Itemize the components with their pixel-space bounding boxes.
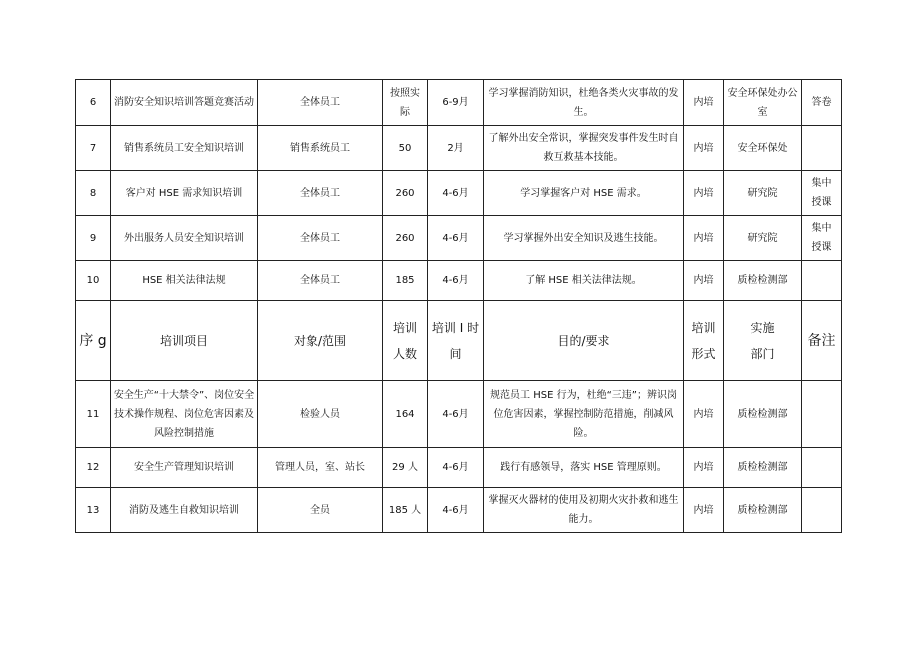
goal-cell: 掌握灭火器材的使用及初期火灾扑救和逃生能力。	[484, 488, 684, 533]
project-cell: 消防及逃生自救知识培训	[111, 488, 258, 533]
time-cell: 4-6月	[428, 448, 484, 488]
count-cell: 260	[383, 171, 428, 216]
seq-cell: 13	[76, 488, 111, 533]
remark-cell	[802, 448, 842, 488]
header-form	[684, 301, 724, 381]
target-cell: 管理人员，室、站长	[258, 448, 383, 488]
dept-cell: 质检检测部	[724, 448, 802, 488]
form-cell: 内培	[684, 488, 724, 533]
time-cell: 2月	[428, 126, 484, 171]
form-cell: 内培	[684, 261, 724, 301]
target-cell: 全体员工	[258, 261, 383, 301]
project-cell: 销售系统员工安全知识培训	[111, 126, 258, 171]
seq-cell: 10	[76, 261, 111, 301]
header-form-line: 培训	[691, 320, 716, 335]
target-cell: 全体员工	[258, 216, 383, 261]
remark-line: 授课	[811, 242, 832, 253]
project-cell: 客户对 HSE 需求知识培训	[111, 171, 258, 216]
remark-cell: 答卷	[802, 80, 842, 126]
time-cell: 4-6月	[428, 216, 484, 261]
count-cell: 260	[383, 216, 428, 261]
goal-cell: 了解外出安全常识，掌握突发事件发生时自救互救基本技能。	[484, 126, 684, 171]
project-cell: HSE 相关法律法规	[111, 261, 258, 301]
table-row	[76, 448, 842, 488]
remark-cell	[802, 171, 842, 216]
remark-cell	[802, 126, 842, 171]
form-cell: 内培	[684, 126, 724, 171]
seq-cell: 9	[76, 216, 111, 261]
table-row	[76, 261, 842, 301]
header-seq: 序 g	[76, 301, 111, 381]
header-goal: 目的/要求	[484, 301, 684, 381]
table-header-row	[76, 301, 842, 381]
seq-cell: 8	[76, 171, 111, 216]
header-time: 培训 I 时间	[428, 301, 484, 381]
count-cell: 29 人	[383, 448, 428, 488]
dept-cell: 安全环保处办公室	[724, 80, 802, 126]
form-cell: 内培	[684, 381, 724, 448]
header-dept-line: 实施	[750, 320, 775, 335]
count-cell: 185 人	[383, 488, 428, 533]
time-cell: 6-9月	[428, 80, 484, 126]
header-count-line: 培训	[392, 320, 417, 335]
project-cell: 安全生产管理知识培训	[111, 448, 258, 488]
header-count-line: 人数	[392, 346, 417, 361]
training-plan-table	[75, 79, 842, 533]
count-line: 际	[400, 106, 410, 118]
header-target: 对象/范围	[258, 301, 383, 381]
goal-cell: 学习掌握消防知识，杜绝各类火灾事故的发生。	[484, 80, 684, 126]
table-row	[76, 488, 842, 533]
remark-line: 授课	[811, 197, 832, 208]
remark-line: 集中	[811, 178, 832, 189]
seq-cell: 12	[76, 448, 111, 488]
goal-cell: 了解 HSE 相关法律法规。	[484, 261, 684, 301]
remark-cell	[802, 488, 842, 533]
remark-cell	[802, 261, 842, 301]
table-row	[76, 171, 842, 216]
time-cell: 4-6月	[428, 261, 484, 301]
count-cell: 50	[383, 126, 428, 171]
goal-cell: 学习掌握客户对 HSE 需求。	[484, 171, 684, 216]
header-remark: 备注	[802, 301, 842, 381]
target-cell: 全员	[258, 488, 383, 533]
remark-cell	[802, 381, 842, 448]
header-form-line: 形式	[691, 346, 716, 361]
table-row	[76, 381, 842, 448]
goal-cell: 学习掌握外出安全知识及逃生技能。	[484, 216, 684, 261]
form-cell: 内培	[684, 448, 724, 488]
goal-cell: 规范员工 HSE 行为，杜绝“三违”；辨识岗位危害因素，掌握控制防范措施，削减风险。	[484, 381, 684, 448]
count-line: 按照实	[390, 87, 420, 99]
seq-cell: 11	[76, 381, 111, 448]
target-cell: 全体员工	[258, 171, 383, 216]
form-cell: 内培	[684, 171, 724, 216]
table-row	[76, 216, 842, 261]
header-dept-line: 部门	[750, 346, 775, 361]
project-cell: 安全生产“十大禁令”、岗位安全技术操作规程、岗位危害因素及风险控制措施	[111, 381, 258, 448]
form-cell: 内培	[684, 216, 724, 261]
count-cell	[383, 80, 428, 126]
time-cell: 4-6月	[428, 171, 484, 216]
table-row	[76, 126, 842, 171]
dept-cell: 质检检测部	[724, 261, 802, 301]
project-cell: 外出服务人员安全知识培训	[111, 216, 258, 261]
dept-cell: 安全环保处	[724, 126, 802, 171]
dept-cell: 研究院	[724, 171, 802, 216]
form-cell: 内培	[684, 80, 724, 126]
dept-cell: 质检检测部	[724, 488, 802, 533]
project-cell: 消防安全知识培训答题竞赛活动	[111, 80, 258, 126]
time-cell: 4-6月	[428, 381, 484, 448]
time-cell: 4-6月	[428, 488, 484, 533]
remark-cell	[802, 216, 842, 261]
header-project: 培训项目	[111, 301, 258, 381]
header-dept	[724, 301, 802, 381]
seq-cell: 7	[76, 126, 111, 171]
goal-cell: 践行有感领导，落实 HSE 管理原则。	[484, 448, 684, 488]
seq-cell: 6	[76, 80, 111, 126]
count-cell: 185	[383, 261, 428, 301]
target-cell: 销售系统员工	[258, 126, 383, 171]
header-count	[383, 301, 428, 381]
target-cell: 全体员工	[258, 80, 383, 126]
count-cell: 164	[383, 381, 428, 448]
dept-cell: 研究院	[724, 216, 802, 261]
table-row	[76, 80, 842, 126]
dept-cell: 质检检测部	[724, 381, 802, 448]
target-cell: 检验人员	[258, 381, 383, 448]
remark-line: 集中	[811, 223, 832, 234]
